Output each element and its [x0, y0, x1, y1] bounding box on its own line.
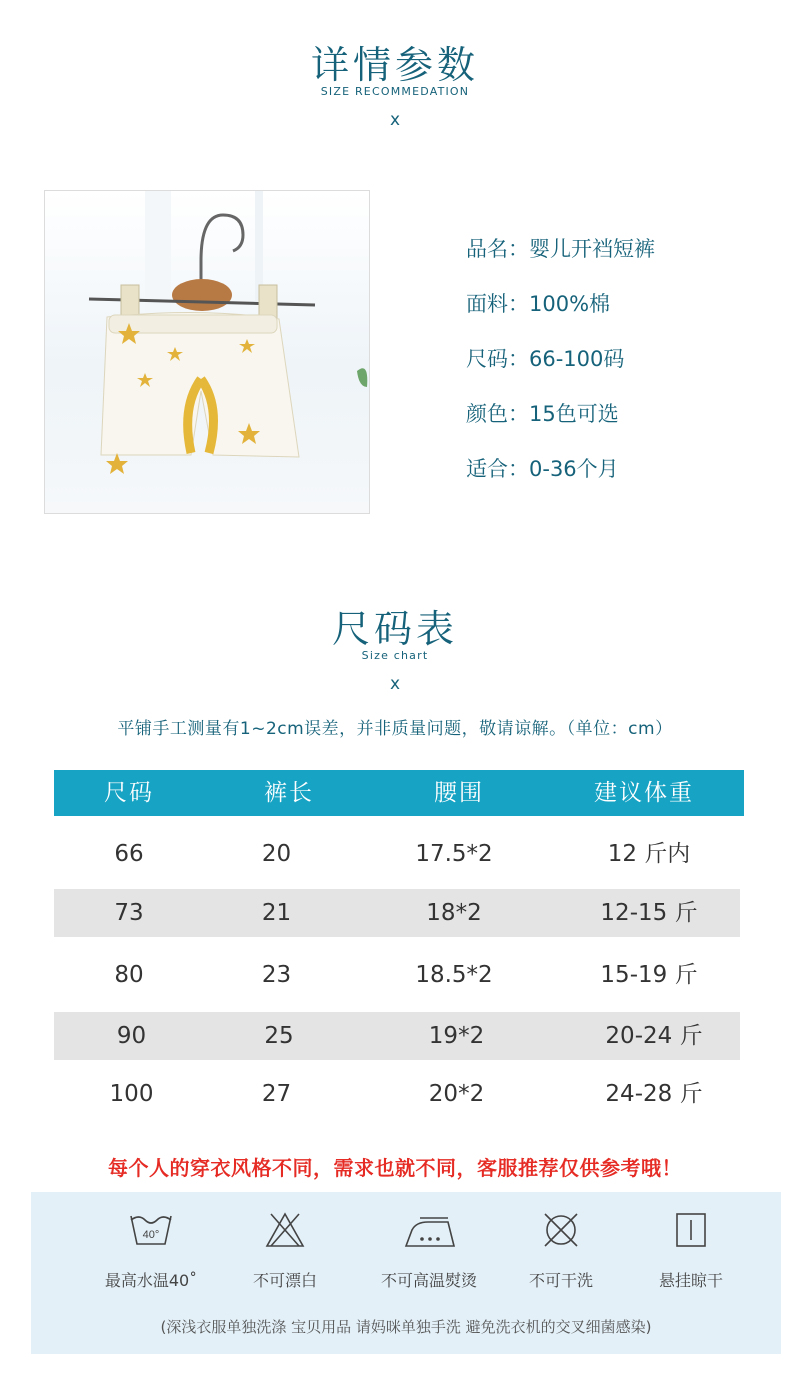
table-row [54, 830, 740, 878]
spec-size-label: 尺码： [466, 347, 529, 371]
recommendation-warning: 每个人的穿衣风格不同，需求也就不同，客服推荐仅供参考哦！ [108, 1156, 682, 1180]
cell-waist: 19*2 [428, 1023, 485, 1049]
cell-waist: 17.5*2 [415, 841, 493, 867]
size-chart-title: 尺码表 [331, 607, 458, 651]
cell-size: 66 [114, 841, 144, 867]
spec-fabric-label: 面料： [466, 292, 529, 316]
cell-size: 73 [114, 900, 144, 926]
cell-weight: 12-15 斤 [600, 900, 698, 926]
header-size: 尺码 [104, 780, 154, 806]
baby-shorts-illustration [45, 191, 369, 513]
size-chart-mark: x [389, 674, 401, 694]
care-item-bleach [215, 1210, 355, 1290]
measurement-note: 平铺手工测量有1~2cm误差，并非质量问题，敬请谅解。（单位：cm） [117, 719, 673, 739]
cell-size: 90 [116, 1023, 147, 1049]
cell-length: 20 [261, 841, 292, 867]
spec-name [466, 233, 655, 263]
spec-size-value: 66-100码 [529, 347, 625, 371]
details-subtitle: SIZE RECOMMEDATION [320, 85, 470, 98]
cell-length: 21 [261, 900, 292, 926]
spec-age-value: 0-36个月 [529, 457, 619, 481]
spec-color-label: 颜色： [466, 402, 529, 426]
spec-age [466, 453, 619, 483]
spec-color-value: 15色可选 [529, 402, 619, 426]
spec-color [466, 398, 619, 428]
product-photo [44, 190, 370, 514]
header-weight: 建议体重 [594, 780, 694, 806]
care-item-iron [359, 1210, 499, 1290]
cell-weight: 24-28 斤 [605, 1081, 703, 1107]
no-bleach-icon [263, 1210, 307, 1250]
wash-temp-badge: 40° [142, 1229, 160, 1241]
spec-name-label: 品名： [466, 237, 529, 261]
cell-weight: 15-19 斤 [600, 962, 698, 988]
details-title: 详情参数 [310, 43, 479, 87]
spec-size [466, 343, 624, 373]
header-waist: 腰围 [434, 780, 484, 806]
cell-length: 25 [264, 1023, 294, 1049]
wash-40-icon [127, 1210, 175, 1250]
spec-name-value: 婴儿开裆短裤 [529, 237, 655, 261]
table-row [54, 889, 740, 937]
cell-length: 23 [261, 962, 292, 988]
spec-fabric-value: 100%棉 [529, 292, 611, 316]
size-chart-subtitle: Size chart [361, 649, 429, 662]
spec-fabric [466, 288, 610, 318]
cell-size: 80 [114, 962, 144, 988]
cell-waist: 18.5*2 [415, 962, 493, 988]
care-label-iron: 不可高温熨烫 [380, 1271, 477, 1290]
care-item-hang [621, 1210, 761, 1290]
care-panel [31, 1192, 781, 1354]
cell-weight: 20-24 斤 [605, 1023, 703, 1049]
care-label-wash: 最高水温40˚ [104, 1271, 198, 1290]
details-mark: x [389, 110, 401, 130]
cell-waist: 18*2 [426, 900, 482, 926]
header-length: 裤长 [264, 780, 314, 806]
cell-size: 100 [109, 1081, 154, 1107]
size-table-header [54, 770, 744, 816]
table-row [54, 1012, 740, 1060]
care-footer-note: (深浅衣服单独洗涤 宝贝用品 请妈咪单独手洗 避免洗衣机的交叉细菌感染) [160, 1318, 652, 1336]
care-item-wash [81, 1210, 221, 1290]
no-iron-icon [400, 1210, 458, 1250]
no-dry-clean-icon [541, 1210, 581, 1250]
care-label-hang: 悬挂晾干 [658, 1271, 723, 1290]
cell-length: 27 [261, 1081, 292, 1107]
table-row [54, 1070, 740, 1118]
cell-waist: 20*2 [428, 1081, 485, 1107]
care-label-dryclean: 不可干洗 [528, 1271, 593, 1290]
cell-weight: 12 斤内 [607, 841, 691, 867]
care-label-bleach: 不可漂白 [252, 1271, 317, 1290]
spec-age-label: 适合： [466, 457, 529, 481]
table-row [54, 951, 740, 999]
hang-dry-icon [671, 1210, 711, 1250]
care-item-dryclean [491, 1210, 631, 1290]
